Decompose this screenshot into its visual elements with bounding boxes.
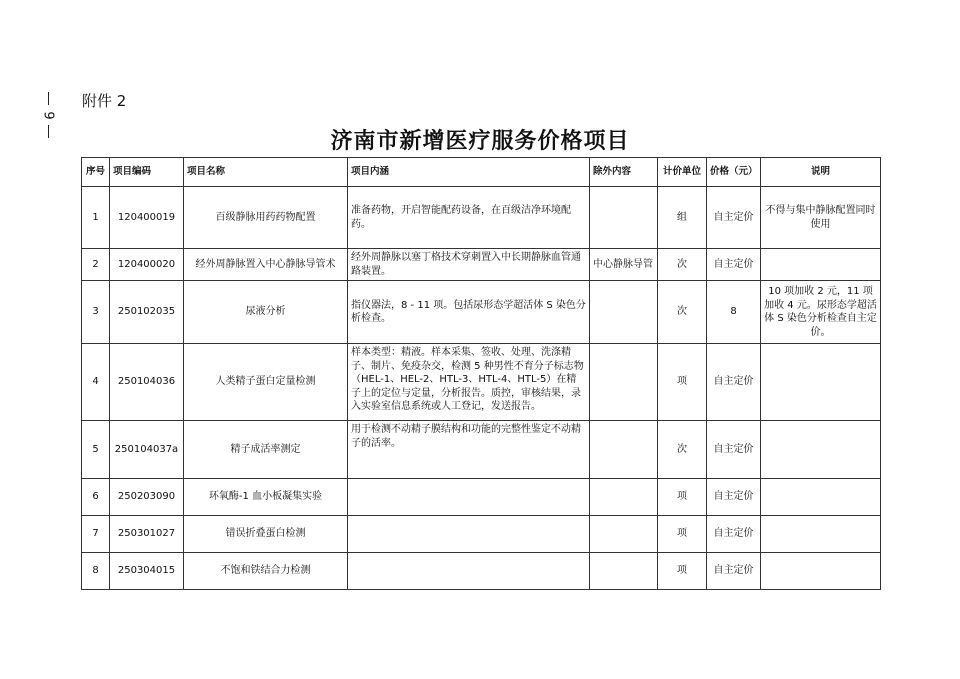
cell-content <box>348 553 590 590</box>
attachment-label: 附件 2 <box>82 92 127 110</box>
cell-name: 不饱和铁结合力检测 <box>184 553 348 590</box>
cell-note <box>761 553 881 590</box>
cell-excluded <box>590 553 658 590</box>
cell-seq: 5 <box>82 421 110 479</box>
cell-code: 250304015 <box>110 553 184 590</box>
header-unit: 计价单位 <box>658 158 707 187</box>
cell-content: 经外周静脉以塞丁格技术穿刺置入中长期静脉血管通路装置。 <box>348 249 590 281</box>
cell-name: 精子成活率测定 <box>184 421 348 479</box>
cell-note <box>761 249 881 281</box>
cell-excluded <box>590 516 658 553</box>
table-row <box>82 421 881 479</box>
cell-note: 不得与集中静脉配置同时使用 <box>761 187 881 249</box>
header-excluded: 除外内容 <box>590 158 658 187</box>
cell-seq: 3 <box>82 281 110 344</box>
cell-unit: 项 <box>658 479 707 516</box>
cell-seq: 1 <box>82 187 110 249</box>
cell-code: 250301027 <box>110 516 184 553</box>
table-row <box>82 187 881 249</box>
price-table <box>81 157 881 590</box>
cell-excluded <box>590 281 658 344</box>
table-row <box>82 344 881 421</box>
page-title: 济南市新增医疗服务价格项目 <box>330 128 630 154</box>
cell-price: 自主定价 <box>707 516 761 553</box>
cell-unit: 次 <box>658 249 707 281</box>
table-header-row <box>82 158 881 187</box>
cell-note: 10 项加收 2 元，11 项加收 4 元。尿形态学超活体 S 染色分析检查自主定价。 <box>761 281 881 344</box>
cell-seq: 2 <box>82 249 110 281</box>
cell-content <box>348 479 590 516</box>
cell-name: 人类精子蛋白定量检测 <box>184 344 348 421</box>
header-note: 说明 <box>761 158 881 187</box>
cell-content: 用于检测不动精子膜结构和功能的完整性鉴定不动精子的活率。 <box>348 421 590 479</box>
cell-excluded <box>590 187 658 249</box>
cell-price: 自主定价 <box>707 479 761 516</box>
cell-unit: 项 <box>658 516 707 553</box>
cell-content: 准备药物，开启智能配药设备，在百级洁净环境配药。 <box>348 187 590 249</box>
cell-price: 自主定价 <box>707 553 761 590</box>
cell-note <box>761 421 881 479</box>
cell-content: 样本类型：精液。样本采集、签收、处理、洗涤精子、制片、免疫杂交，检测 5 种男性不育分子标志物（HEL-1、HEL-2、HTL-3、HTL-4、HTL-5）在精子上的定位与定量，分析报告。质控，审核结果，录入实验室信息系统或人工登记，发送报告。 <box>348 344 590 421</box>
cell-content <box>348 516 590 553</box>
cell-seq: 7 <box>82 516 110 553</box>
cell-price: 自主定价 <box>707 344 761 421</box>
cell-name: 经外周静脉置入中心静脉导管术 <box>184 249 348 281</box>
cell-code: 250102035 <box>110 281 184 344</box>
cell-seq: 8 <box>82 553 110 590</box>
cell-name: 尿液分析 <box>184 281 348 344</box>
table-row <box>82 281 881 344</box>
cell-code: 250104037a <box>110 421 184 479</box>
cell-note <box>761 479 881 516</box>
cell-content: 指仪器法，8 - 11 项。包括尿形态学超活体 S 染色分析检查。 <box>348 281 590 344</box>
header-price: 价格（元） <box>707 158 761 187</box>
cell-unit: 项 <box>658 553 707 590</box>
cell-unit: 组 <box>658 187 707 249</box>
cell-unit: 次 <box>658 281 707 344</box>
cell-excluded: 中心静脉导管 <box>590 249 658 281</box>
cell-code: 250203090 <box>110 479 184 516</box>
cell-price: 自主定价 <box>707 187 761 249</box>
table-row <box>82 553 881 590</box>
header-code: 项目编码 <box>110 158 184 187</box>
cell-code: 120400020 <box>110 249 184 281</box>
cell-code: 120400019 <box>110 187 184 249</box>
header-name: 项目名称 <box>184 158 348 187</box>
cell-seq: 4 <box>82 344 110 421</box>
cell-code: 250104036 <box>110 344 184 421</box>
cell-excluded <box>590 344 658 421</box>
header-content: 项目内涵 <box>348 158 590 187</box>
cell-price: 自主定价 <box>707 421 761 479</box>
table-row <box>82 249 881 281</box>
cell-note <box>761 516 881 553</box>
cell-seq: 6 <box>82 479 110 516</box>
cell-price: 8 <box>707 281 761 344</box>
table-row <box>82 479 881 516</box>
cell-unit: 项 <box>658 344 707 421</box>
page-number-value: 9 <box>40 111 56 120</box>
cell-name: 百级静脉用药药物配置 <box>184 187 348 249</box>
table-row <box>82 516 881 553</box>
cell-excluded <box>590 421 658 479</box>
cell-note <box>761 344 881 421</box>
cell-excluded <box>590 479 658 516</box>
cell-name: 错误折叠蛋白检测 <box>184 516 348 553</box>
header-seq: 序号 <box>82 158 110 187</box>
cell-unit: 次 <box>658 421 707 479</box>
cell-price: 自主定价 <box>707 249 761 281</box>
cell-name: 环氧酶-1 血小板凝集实验 <box>184 479 348 516</box>
